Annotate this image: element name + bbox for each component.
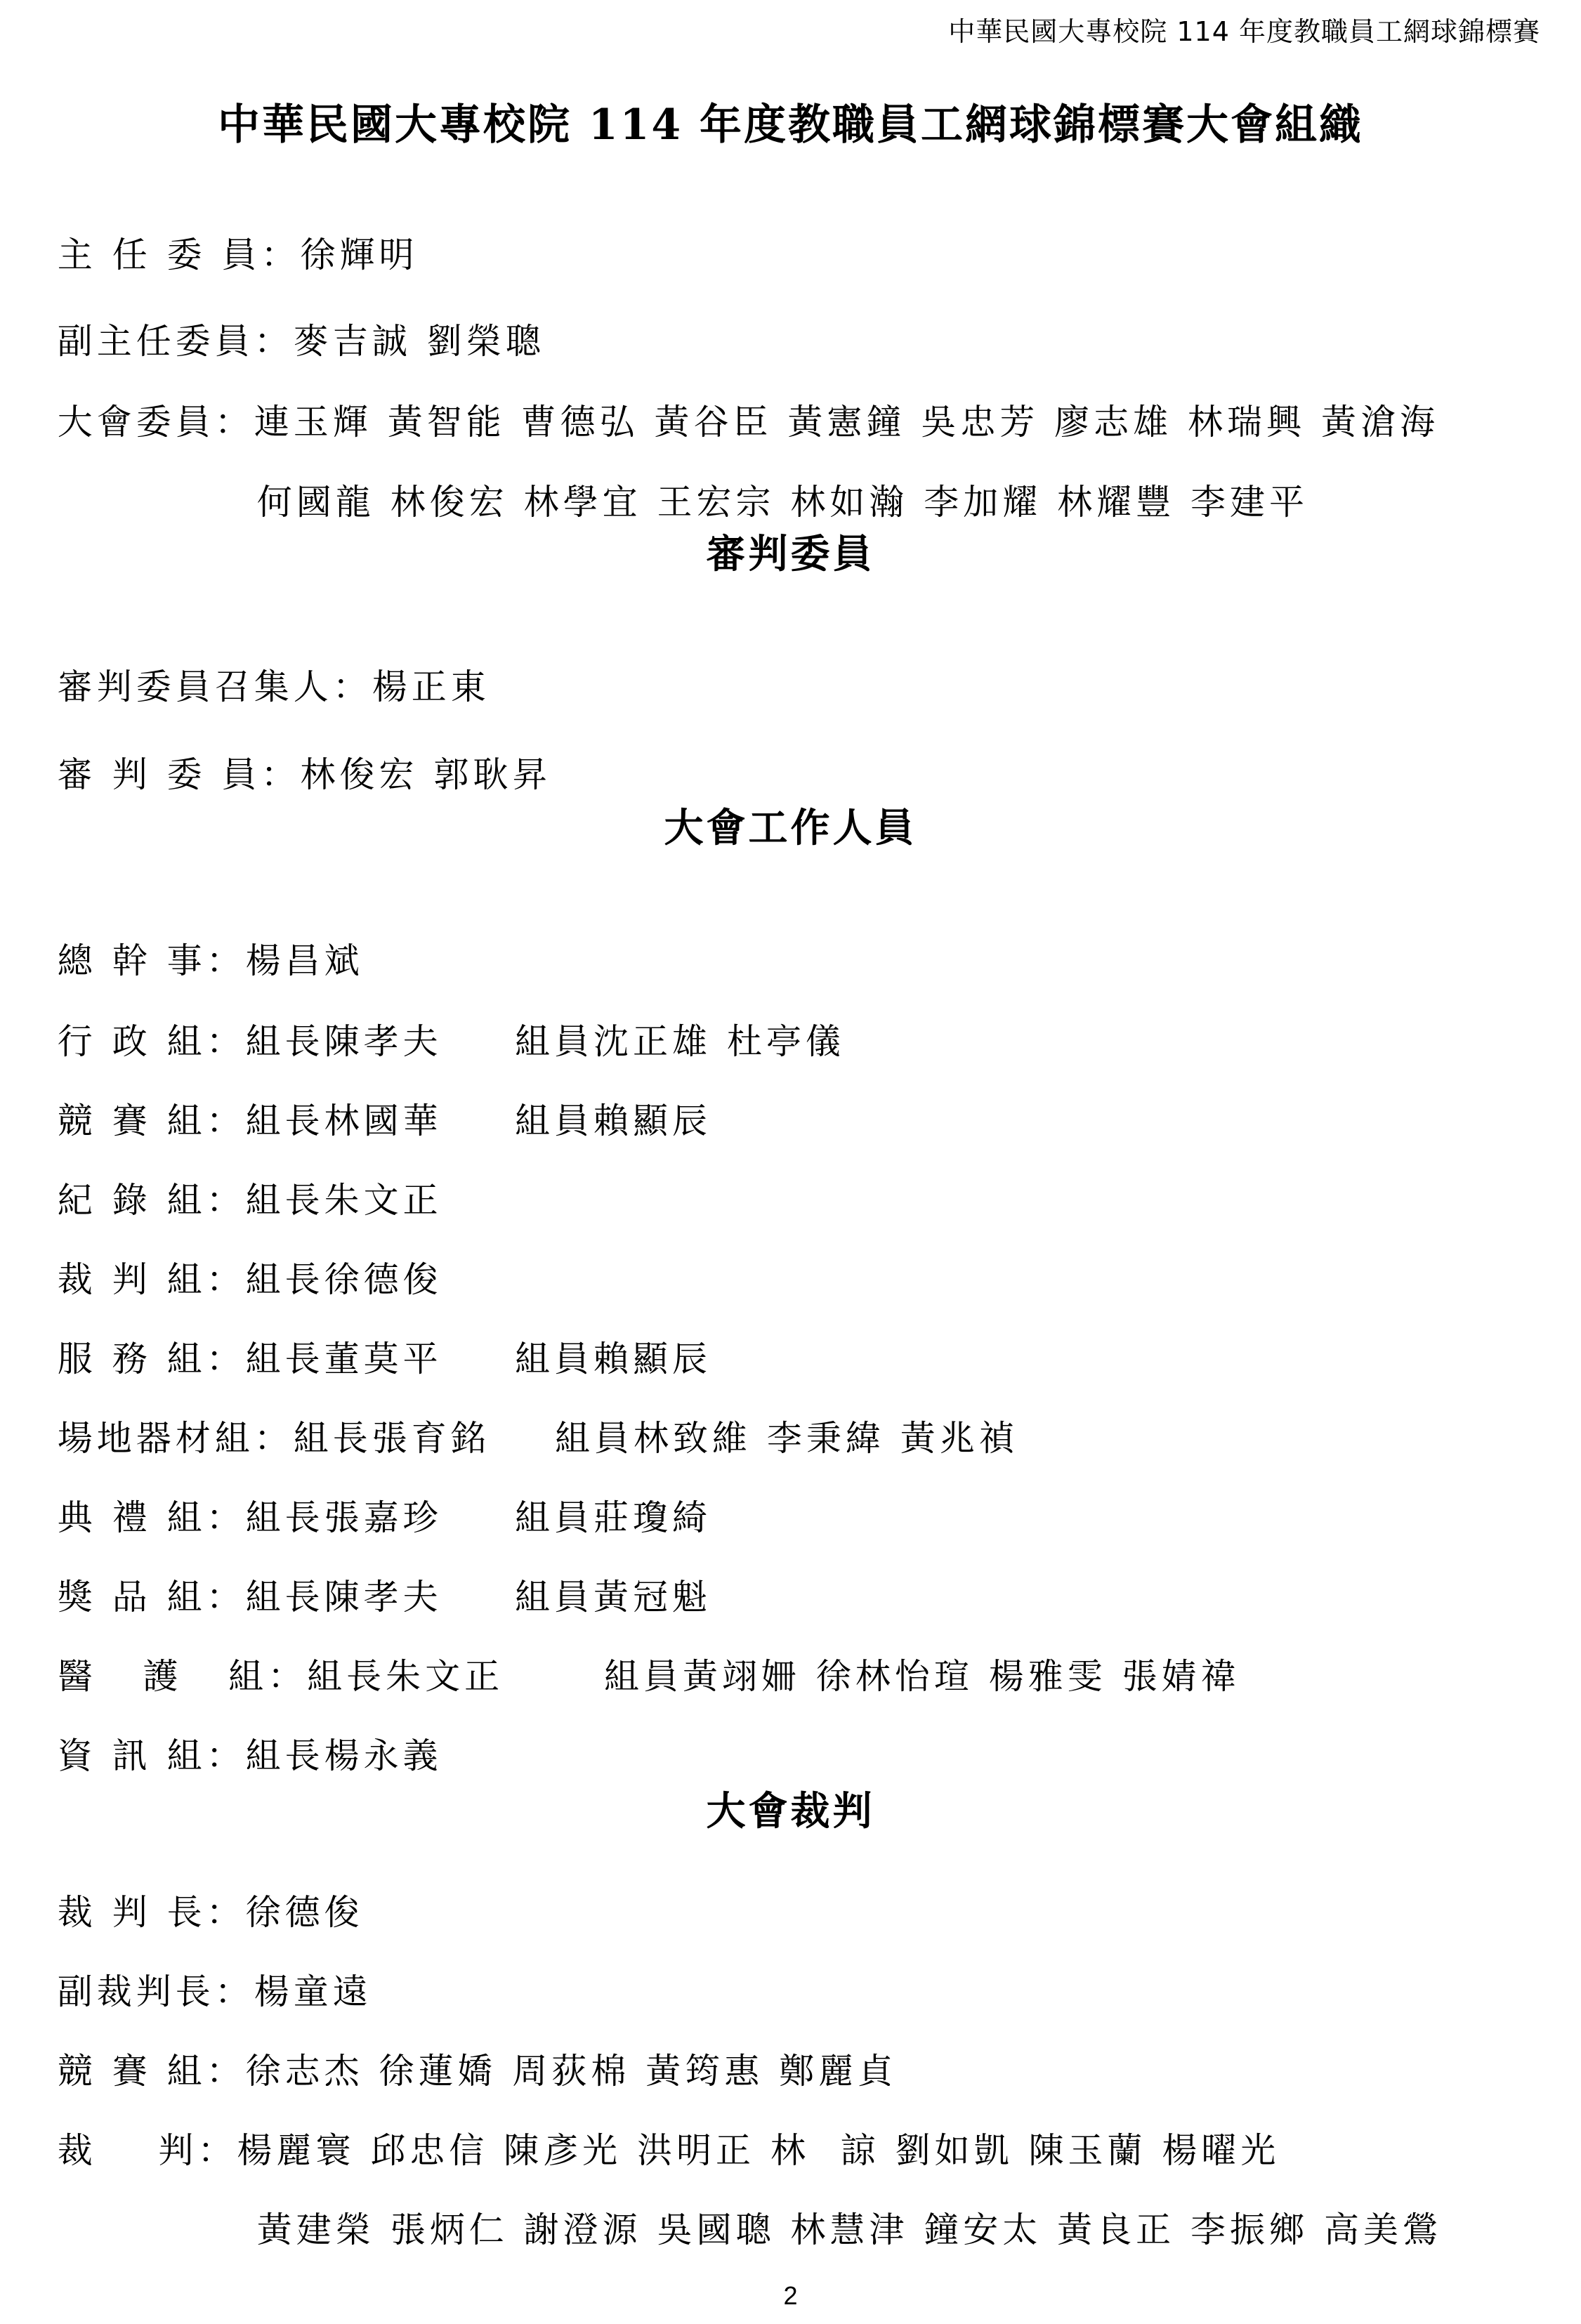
umpires-line1: 楊麗寰 邱忠信 陳彥光 洪明正 林 諒 劉如凱 陳玉蘭 楊曜光	[237, 2130, 1280, 2171]
deputy-referee-name: 楊童遠	[254, 1971, 372, 2012]
vice-chair-row	[27, 273, 545, 364]
group-label: 紀 錄 組：	[57, 1180, 246, 1221]
chair-name: 徐輝明	[300, 235, 419, 275]
referee-committee-heading: 審判委員	[706, 531, 875, 577]
group-label: 資 訊 組：	[57, 1735, 246, 1776]
competition-officials-row	[27, 2002, 897, 2094]
deputy-referee-label: 副裁判長：	[57, 1971, 254, 2012]
umpires-label: 裁 判：	[57, 2130, 237, 2171]
deputy-referee-row	[27, 1923, 372, 2014]
chair-row	[27, 186, 418, 277]
referee-convener-name: 楊正東	[372, 667, 490, 707]
group-label: 競 賽 組：	[57, 1101, 246, 1141]
chief-referee-name: 徐德俊	[245, 1892, 364, 1933]
group-members: 組員林致維 李秉緯 黃兆禎	[555, 1418, 1018, 1459]
referee-members-names: 林俊宏 郭耿昇	[300, 754, 552, 795]
committee-members-row-2	[226, 433, 1308, 525]
staff-group-row	[27, 1608, 1240, 1699]
staff-group-row	[27, 1052, 711, 1143]
group-members: 組員沈正雄 杜亭儀	[515, 1021, 845, 1062]
group-leader: 組長董莫平	[245, 1339, 442, 1379]
umpires-line2: 黃建榮 張炳仁 謝澄源 吳國聰 林慧津 鐘安太 黃良正 李振鄉 高美鶯	[256, 2210, 1442, 2250]
referee-members-row	[27, 706, 551, 797]
competition-officials-label: 競 賽 組：	[57, 2051, 246, 2092]
group-leader: 組長楊永義	[245, 1735, 442, 1776]
vice-chair-label: 副主任委員：	[57, 321, 294, 362]
chief-referee-row	[27, 1844, 364, 1935]
staff-group-row	[27, 1528, 711, 1620]
committee-members-line1: 連玉輝 黃智能 曹德弘 黃谷臣 黃憲鐘 吳忠芳 廖志雄 林瑞興 黃滄海	[254, 402, 1439, 442]
group-label: 典 禮 組：	[57, 1497, 246, 1538]
group-leader: 組長張育銘	[293, 1418, 490, 1459]
staff-heading: 大會工作人員	[664, 805, 917, 851]
staff-group-row	[27, 1211, 442, 1302]
group-members: 組員賴顯辰	[515, 1339, 711, 1379]
committee-members-line2: 何國龍 林俊宏 林學宜 王宏宗 林如瀚 李加耀 林耀豐 李建平	[256, 482, 1309, 523]
secretary-label: 總 幹 事：	[57, 940, 246, 981]
committee-members-row	[27, 353, 1439, 445]
staff-group-row	[27, 973, 845, 1064]
group-leader: 組長張嘉珍	[245, 1497, 442, 1538]
umpires-row	[27, 2082, 1280, 2173]
group-label: 場地器材組：	[57, 1418, 294, 1459]
group-label: 行 政 組：	[57, 1021, 246, 1062]
group-leader: 組長陳孝夫	[245, 1577, 442, 1617]
running-header: 中華民國大專校院 114 年度教職員工網球錦標賽	[948, 16, 1540, 47]
page-title: 中華民國大專校院 114 年度教職員工網球錦標賽大會組織	[217, 100, 1364, 150]
group-label: 獎 品 組：	[57, 1577, 246, 1617]
staff-group-row	[27, 1449, 711, 1540]
umpires-row-2	[226, 2161, 1442, 2252]
group-leader: 組長朱文正	[245, 1180, 442, 1221]
secretary-name: 楊昌斌	[245, 940, 364, 981]
officials-heading: 大會裁判	[706, 1788, 875, 1834]
chair-label: 主 任 委 員：	[57, 235, 301, 275]
staff-group-row	[27, 1131, 442, 1223]
group-label: 裁 判 組：	[57, 1259, 246, 1300]
group-members: 組員莊瓊綺	[515, 1497, 711, 1538]
committee-members-label: 大會委員：	[57, 402, 254, 442]
group-leader: 組長徐德俊	[245, 1259, 442, 1300]
group-members: 組員黃翊姍 徐林怡瑄 楊雅雯 張婧禕	[604, 1656, 1240, 1697]
competition-officials-names: 徐志杰 徐蓮嬌 周荻棉 黃筠惠 鄭麗貞	[245, 2051, 898, 2092]
group-label: 醫 護 組：	[57, 1656, 308, 1697]
referee-members-label: 審 判 委 員：	[57, 754, 301, 795]
group-leader: 組長林國華	[245, 1101, 442, 1141]
group-members: 組員黃冠魁	[515, 1577, 711, 1617]
chief-referee-label: 裁 判 長：	[57, 1892, 246, 1933]
referee-convener-row	[27, 618, 490, 709]
page-number: 2	[783, 2281, 798, 2310]
group-label: 服 務 組：	[57, 1339, 246, 1379]
group-leader: 組長朱文正	[307, 1656, 504, 1697]
staff-group-row	[27, 1370, 1018, 1461]
group-leader: 組長陳孝夫	[245, 1021, 442, 1062]
secretary-row	[27, 892, 364, 983]
vice-chair-names: 麥吉誠 劉榮聰	[293, 321, 545, 362]
staff-group-row	[27, 1687, 442, 1778]
referee-convener-label: 審判委員召集人：	[57, 667, 372, 707]
group-members: 組員賴顯辰	[515, 1101, 711, 1141]
staff-group-row	[27, 1290, 711, 1381]
